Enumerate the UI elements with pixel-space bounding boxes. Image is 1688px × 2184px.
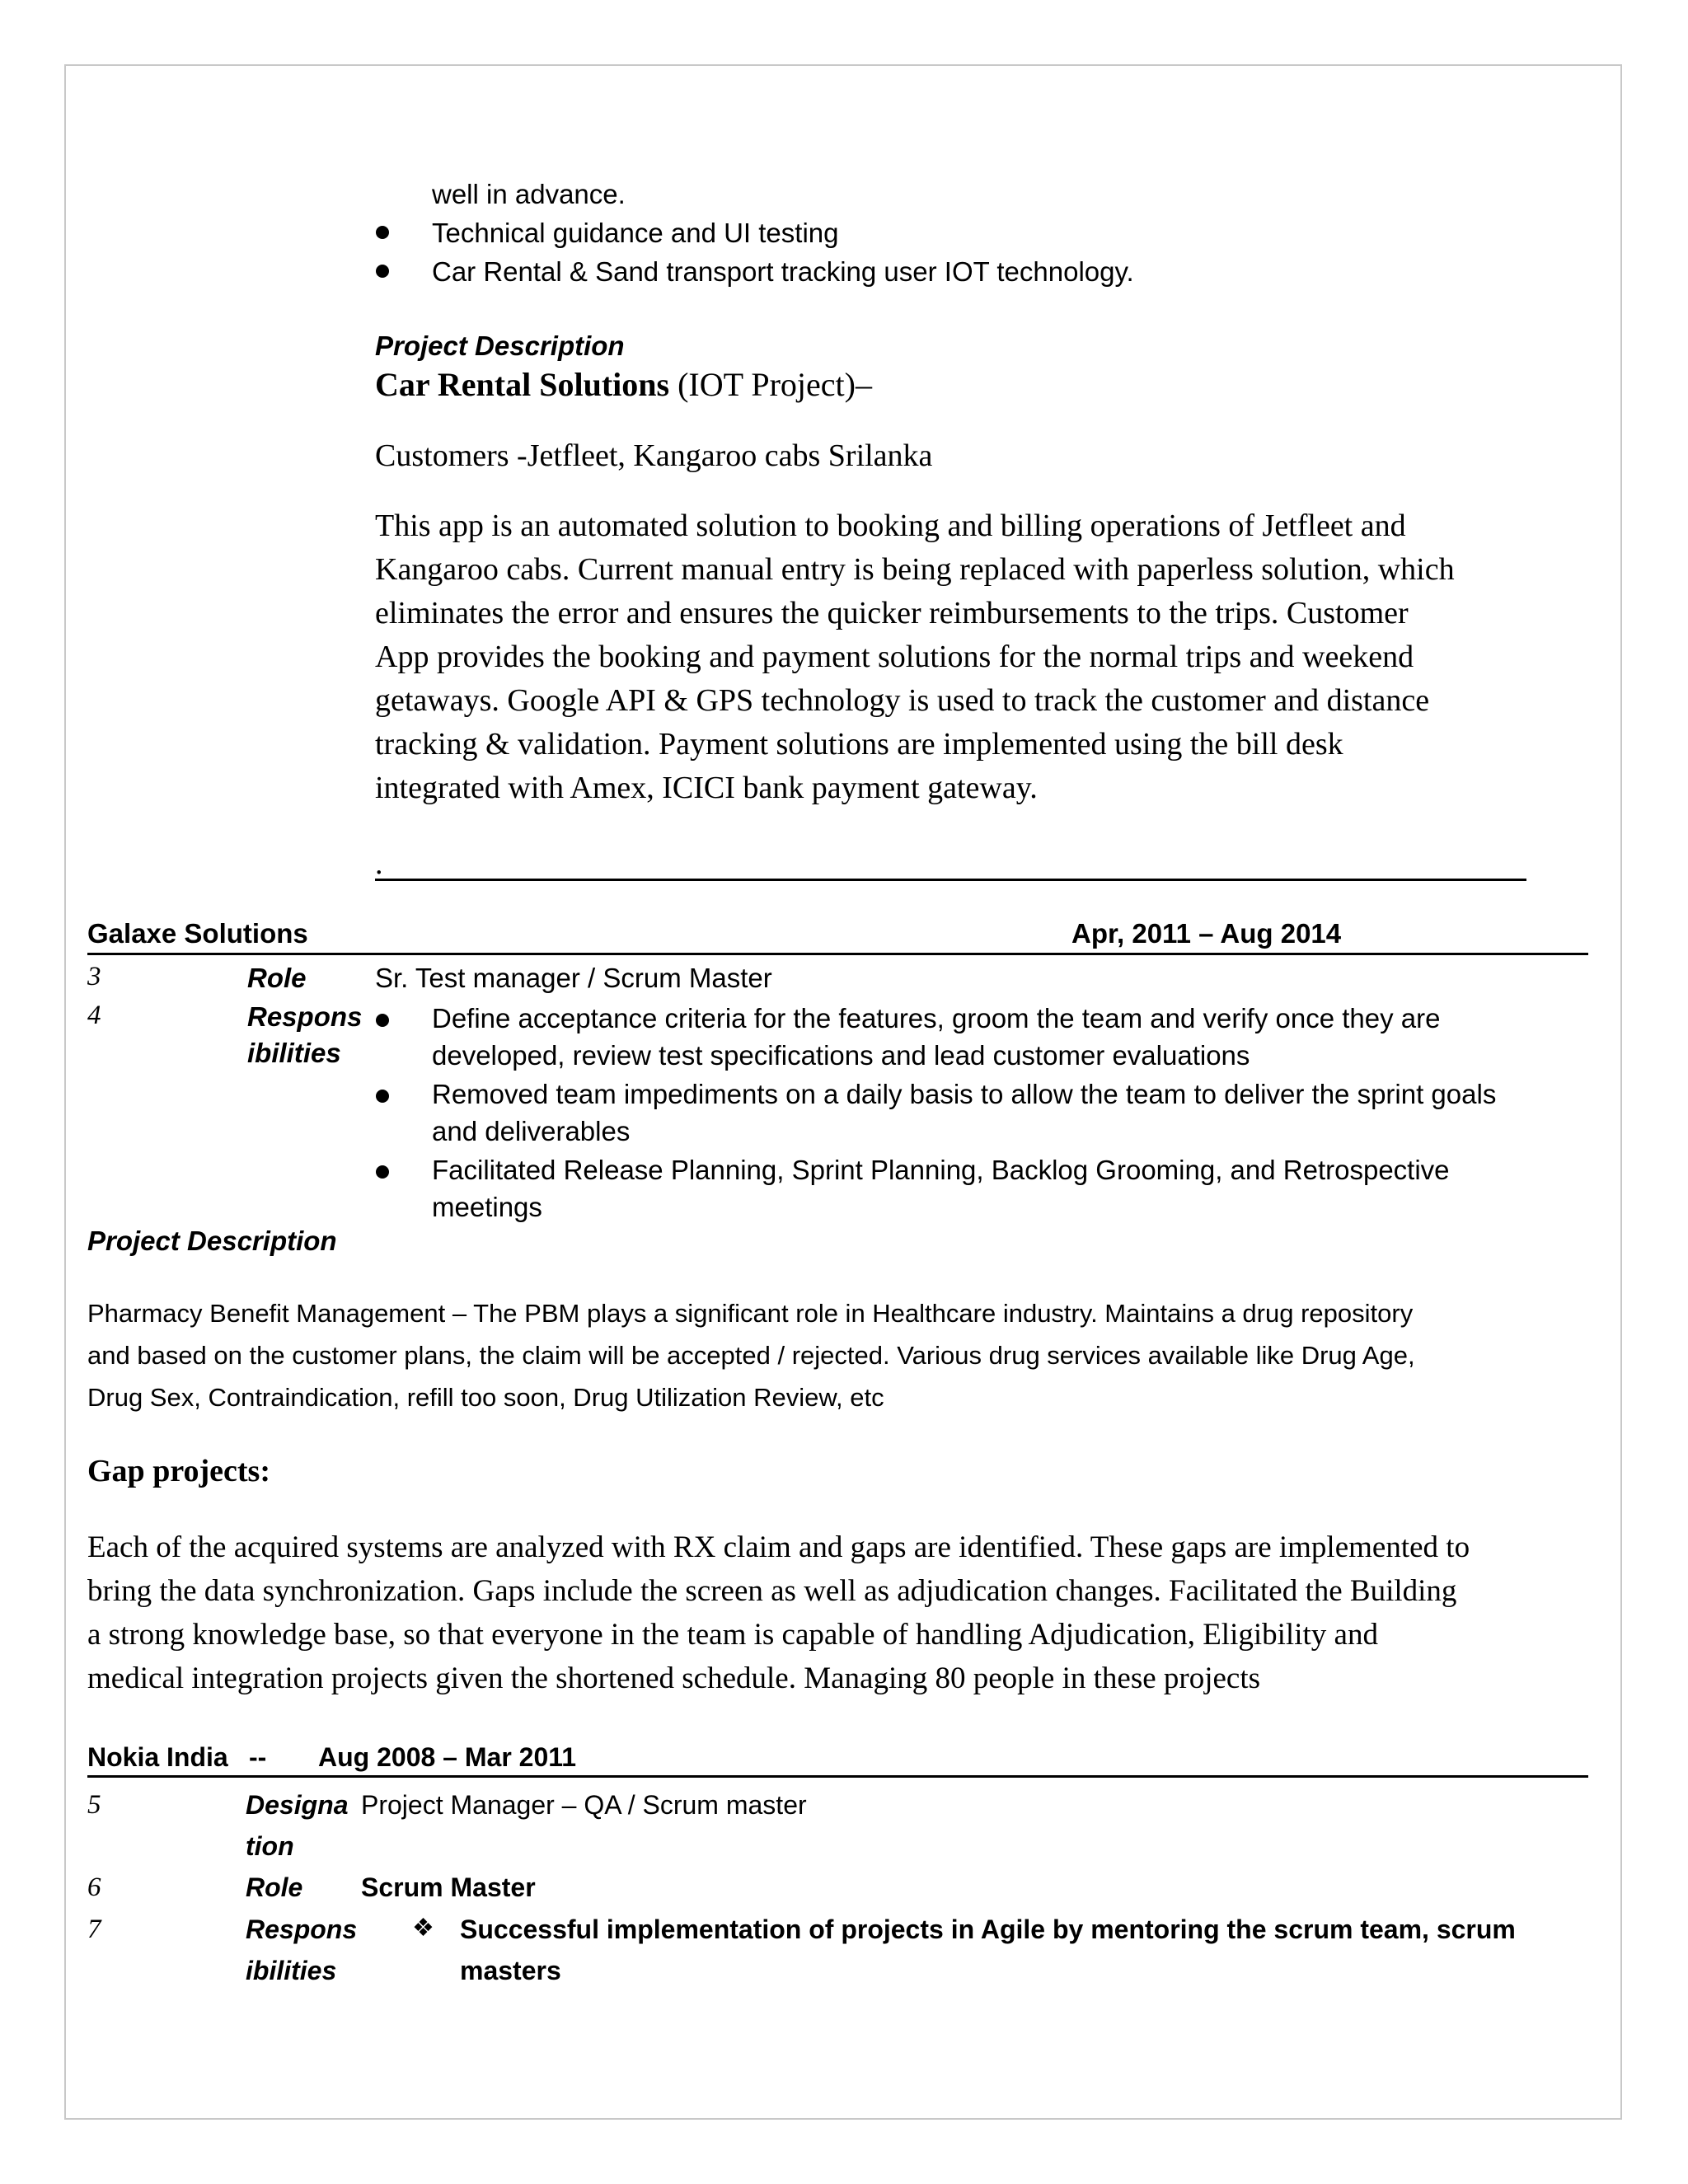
responsibility-line: and deliverables [432,1116,631,1146]
row-label-responsibilities: Respons [247,1001,363,1032]
company-header-rule [87,953,1588,955]
dot-marker: . [375,846,383,881]
project-title-bold: Car Rental Solutions [375,366,670,403]
row-label-responsibilities: ibilities [246,1956,337,1985]
bullet-icon [376,1090,389,1103]
responsibility-line: Successful implementation of projects in Agile by mentoring the scrum team, scrum [460,1915,1516,1944]
row-number: 5 [87,1790,101,1820]
pbm-line: Pharmacy Benefit Management – The PBM plays a significant role in Healthcare industry. Maintains a drug repository [87,1299,1414,1328]
company-name: Nokia India [87,1742,228,1772]
responsibility-line: meetings [432,1192,542,1222]
employment-dates: Apr, 2011 – Aug 2014 [1071,918,1342,949]
responsibility-line: Define acceptance criteria for the features, groom the team and verify once they are [432,1003,1441,1033]
row-label-designation: Designa [246,1790,349,1820]
row-label-role: Role [246,1872,303,1902]
bullet-icon [376,1165,389,1179]
pbm-line: and based on the customer plans, the claim will be accepted / rejected. Various drug services available like Drug Age, [87,1341,1415,1370]
row-number: 4 [87,1001,101,1030]
role-value: Sr. Test manager / Scrum Master [375,963,772,993]
company-separator: -- [249,1742,267,1772]
bullet-icon [376,1014,389,1027]
description-line: App provides the booking and payment solutions for the normal trips and weekend [375,640,1414,674]
row-label-responsibilities: Respons [246,1915,358,1944]
description-line: tracking & validation. Payment solutions are implemented using the bill desk [375,727,1343,762]
employment-dates: Aug 2008 – Mar 2011 [318,1742,577,1772]
responsibility-line: Removed team impediments on a daily basis to allow the team to deliver the sprint goals [432,1079,1497,1109]
project-description-label: Project Description [375,330,625,361]
row-label-responsibilities: ibilities [247,1038,341,1068]
gap-line: a strong knowledge base, so that everyone in the team is capable of handling Adjudication, Eligibility and [87,1618,1378,1652]
bullet-item: Technical guidance and UI testing [432,218,839,248]
description-line: eliminates the error and ensures the quicker reimbursements to the trips. Customer [375,596,1409,630]
role-value: Scrum Master [361,1872,536,1902]
description-line: Kangaroo cabs. Current manual entry is being replaced with paperless solution, which [375,552,1455,587]
row-number: 7 [87,1915,101,1944]
company-header-rule [87,1775,1588,1778]
gap-line: bring the data synchronization. Gaps include the screen as well as adjudication changes. Facilitated the Building [87,1574,1457,1608]
bullet-icon [376,226,389,239]
section-divider [375,879,1526,881]
pbm-line: Drug Sex, Contraindication, refill too soon, Drug Utilization Review, etc [87,1383,884,1412]
responsibility-line: masters [460,1956,561,1985]
designation-value: Project Manager – QA / Scrum master [361,1790,807,1820]
row-number: 6 [87,1872,101,1902]
responsibility-line: Facilitated Release Planning, Sprint Planning, Backlog Grooming, and Retrospective [432,1155,1450,1185]
project-title-rest: (IOT Project)– [669,366,872,403]
continued-bullet-text: well in advance. [432,179,626,209]
project-description-label: Project Description [87,1226,337,1256]
description-line: getaways. Google API & GPS technology is used to track the customer and distance [375,683,1430,718]
gap-projects-heading: Gap projects: [87,1454,270,1488]
row-label-role: Role [247,963,307,993]
gap-line: medical integration projects given the shortened schedule. Managing 80 people in these projects [87,1661,1261,1695]
bullet-icon [376,265,389,278]
diamond-bullet-icon: ❖ [412,1915,434,1942]
customers-line: Customers -Jetfleet, Kangaroo cabs Srilanka [375,438,933,473]
description-line: This app is an automated solution to booking and billing operations of Jetfleet and [375,509,1406,543]
gap-line: Each of the acquired systems are analyzed with RX claim and gaps are identified. These gaps are implemented to [87,1530,1470,1564]
row-label-designation: tion [246,1831,294,1861]
project-title [375,363,872,406]
row-number: 3 [87,962,101,991]
bullet-item: Car Rental & Sand transport tracking user IOT technology. [432,256,1134,287]
responsibility-line: developed, review test specifications and lead customer evaluations [432,1040,1250,1071]
company-name: Galaxe Solutions [87,918,308,949]
description-line: integrated with Amex, ICICI bank payment gateway. [375,771,1038,805]
